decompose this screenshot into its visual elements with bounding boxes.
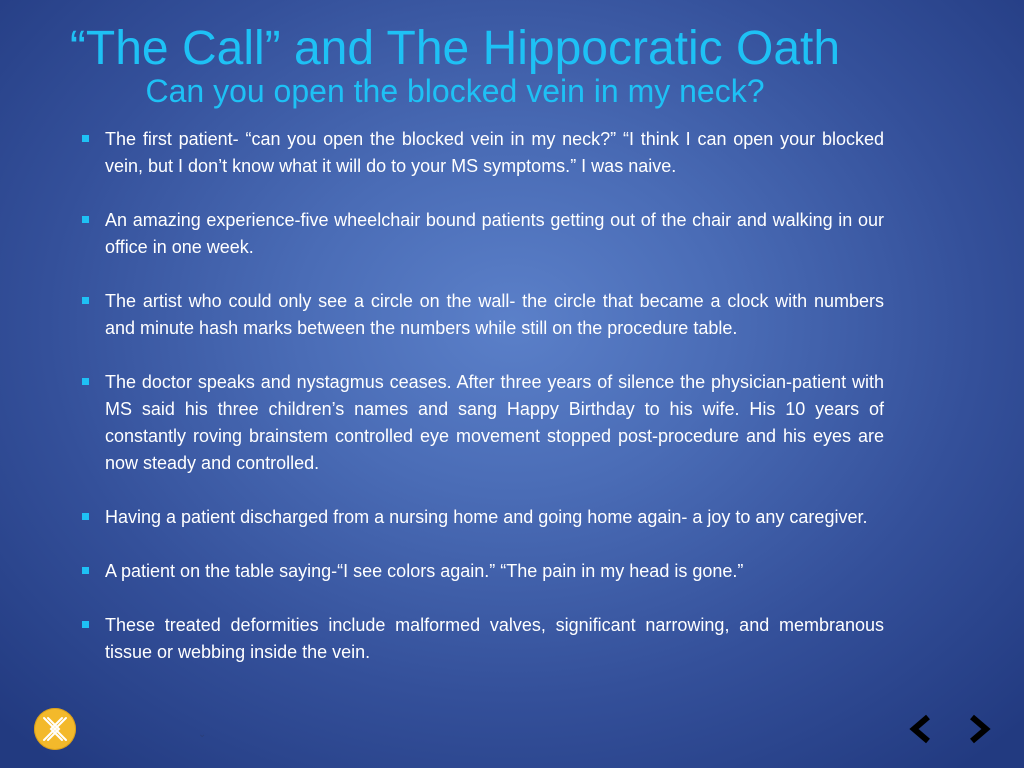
bullet-text: Having a patient discharged from a nursing home and going home again- a joy to any caregiver. [105,507,868,527]
bullet-square-icon [82,621,89,628]
bullet-square-icon [82,513,89,520]
bullet-item [80,126,884,180]
next-slide-button[interactable] [966,714,994,744]
bullet-item [80,207,884,261]
bullet-square-icon [82,297,89,304]
bullet-text: These treated deformities include malformed valves, significant narrowing, and membranous tissue or webbing inside the vein. [105,615,884,662]
bullet-item [80,504,884,531]
bullet-text: A patient on the table saying-“I see colors again.” “The pain in my head is gone.” [105,561,744,581]
bullet-square-icon [82,567,89,574]
x-logo-icon [34,708,76,750]
bullet-item [80,612,884,666]
bullet-item [80,369,884,477]
bullet-text: The first patient- “can you open the blocked vein in my neck?” “I think I can open your blocked vein, but I don’t know what it will do to your MS symptoms.” I was naive. [105,129,884,176]
chevron-left-icon [906,714,934,744]
slide-title: “The Call” and The Hippocratic Oath [69,22,841,75]
bullet-list [80,126,884,693]
previous-slide-button[interactable] [906,714,934,744]
bullet-item [80,558,884,585]
chevron-right-icon [966,714,994,744]
bullet-item [80,288,884,342]
bullet-text: An amazing experience-five wheelchair bound patients getting out of the chair and walking in our office in one week. [105,210,884,257]
bullet-square-icon [82,378,89,385]
decorative-mark: ⌄ [198,729,207,740]
bullet-square-icon [82,135,89,142]
bullet-text: The doctor speaks and nystagmus ceases. After three years of silence the physician-patient with MS said his three children’s names and sang Happy Birthday to his wife. His 10 years of constantly roving brainstem controlled eye movement stopped post-procedure and his eyes are now steady and controlled. [105,372,884,473]
bullet-text: The artist who could only see a circle on the wall- the circle that became a clock with numbers and minute hash marks between the numbers while still on the procedure table. [105,291,884,338]
slide-subtitle: Can you open the blocked vein in my neck? [145,73,765,109]
bullet-square-icon [82,216,89,223]
